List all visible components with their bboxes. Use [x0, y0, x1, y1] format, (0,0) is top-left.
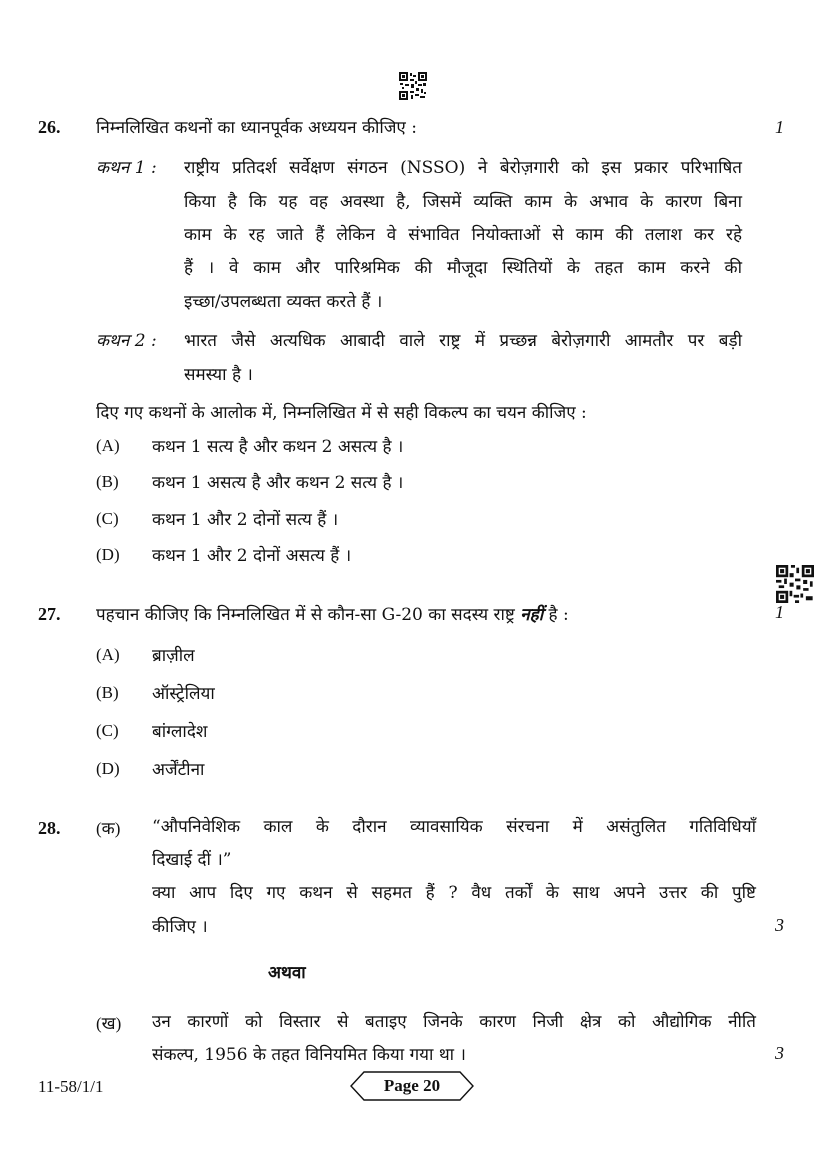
part-line: “औपनिवेशिक काल के दौरान व्यावसायिक संरचना में असंतुलित गतिविधियाँ	[152, 817, 756, 837]
paper-code: 11-58/1/1	[38, 1077, 104, 1096]
option-letter: (B)	[96, 472, 119, 491]
statement-label: कथन 2 :	[96, 331, 157, 351]
option-letter: (C)	[96, 509, 119, 528]
option-letter: (A)	[96, 436, 120, 455]
option-text: ब्राज़ील	[152, 646, 195, 666]
option-text: ऑस्ट्रेलिया	[152, 684, 215, 704]
part-line: कीजिए ।	[152, 917, 208, 937]
option-text: कथन 1 सत्य है और कथन 2 असत्य है ।	[152, 437, 404, 457]
statement-line: काम के रह जाते हैं लेकिन वे संभावित नियोक्ताओं से काम की तलाश कर रहे	[184, 225, 742, 245]
question-prompt	[96, 602, 569, 625]
qr-code-side	[776, 565, 814, 603]
option-text: कथन 1 असत्य है और कथन 2 सत्य है ।	[152, 473, 404, 493]
or-separator: अथवा	[268, 963, 306, 983]
question-number: 28.	[38, 818, 61, 838]
option-letter: (C)	[96, 721, 119, 740]
question-number: 27.	[38, 604, 61, 624]
question-prompt-text: पहचान कीजिए कि निम्नलिखित में से कौन-सा G-20 का सदस्य राष्ट्र	[96, 605, 515, 625]
question-prompt: निम्नलिखित कथनों का ध्यानपूर्वक अध्ययन कीजिए :	[96, 118, 417, 138]
part-marks: 3	[775, 915, 784, 935]
page-number-badge	[350, 1071, 474, 1101]
option-letter: (B)	[96, 683, 119, 702]
question-prompt-text: है :	[548, 605, 569, 625]
statement-line: इच्छा/उपलब्धता व्यक्त करते हैं ।	[184, 292, 383, 312]
option-letter: (D)	[96, 759, 120, 778]
statement-line: राष्ट्रीय प्रतिदर्श सर्वेक्षण संगठन (NSSO) ने बेरोज़गारी को इस प्रकार परिभाषित	[184, 158, 742, 178]
statement-label: कथन 1 :	[96, 158, 157, 178]
part-line: उन कारणों को विस्तार से बताइए जिनके कारण निजी क्षेत्र को औद्योगिक नीति	[152, 1012, 756, 1032]
statement-line: हैं । वे काम और पारिश्रमिक की मौजूदा स्थितियों के तहत काम करने की	[184, 258, 742, 278]
question-number: 26.	[38, 117, 61, 137]
option-text: कथन 1 और 2 दोनों सत्य हैं ।	[152, 510, 339, 530]
part-line: संकल्प, 1956 के तहत विनियमित किया गया था ।	[152, 1045, 466, 1065]
part-label: (क)	[96, 819, 121, 838]
statement-line: भारत जैसे अत्यधिक आबादी वाले राष्ट्र में प्रच्छन्न बेरोज़गारी आमतौर पर बड़ी	[184, 331, 742, 351]
part-line: क्या आप दिए गए कथन से सहमत हैं ? वैध तर्कों के साथ अपने उत्तर की पुष्टि	[152, 883, 756, 903]
option-text: अर्जेंटीना	[152, 760, 205, 780]
question-marks: 1	[775, 117, 784, 137]
question-marks: 1	[775, 602, 784, 622]
page-number: Page 20	[383, 1076, 441, 1095]
part-label: (ख)	[96, 1014, 122, 1033]
option-letter: (D)	[96, 545, 120, 564]
option-text: बांग्लादेश	[152, 722, 208, 742]
option-text: कथन 1 और 2 दोनों असत्य हैं ।	[152, 546, 352, 566]
part-marks: 3	[775, 1043, 784, 1063]
question-instruction: दिए गए कथनों के आलोक में, निम्नलिखित में से सही विकल्प का चयन कीजिए :	[96, 403, 587, 423]
question-prompt-emphasis: नहीं	[520, 605, 544, 625]
statement-line: किया है कि यह वह अवस्था है, जिसमें व्यक्ति काम के अभाव के कारण बिना	[184, 192, 742, 212]
statement-line: समस्या है ।	[184, 365, 253, 385]
qr-code-top	[399, 72, 427, 100]
part-line: दिखाई दीं ।”	[152, 850, 232, 870]
option-letter: (A)	[96, 645, 120, 664]
